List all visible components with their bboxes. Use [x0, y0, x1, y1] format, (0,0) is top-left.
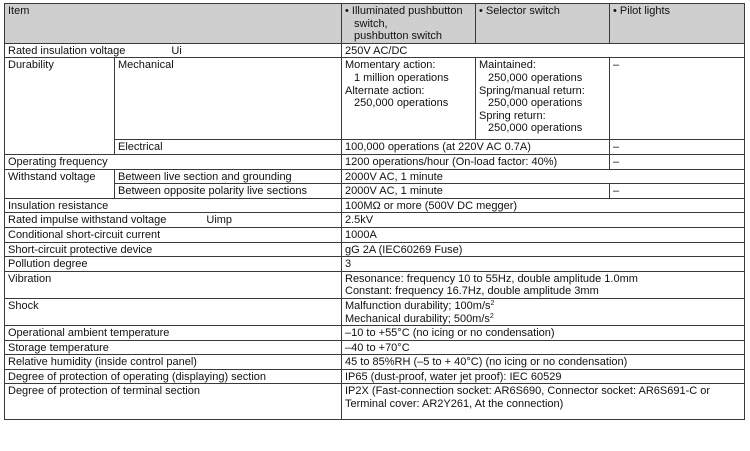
mech-pb-line-1: Momentary action: — [345, 59, 436, 72]
shock-exp-1: 2 — [490, 299, 495, 307]
value-impulse-voltage: 2.5kV — [342, 213, 745, 228]
header-item: Item — [5, 4, 342, 44]
row-withstand-grounding — [5, 169, 745, 184]
mech-sel-line-2: 250,000 operations — [488, 71, 583, 84]
protection-terminal-line-2: Terminal cover: AR2Y261, At the connection) — [345, 398, 564, 411]
row-durability-electrical — [5, 140, 745, 155]
value-vibration — [342, 271, 745, 298]
shock-line-1 — [345, 300, 741, 313]
label-short-circuit-device: Short-circuit protective device — [5, 242, 342, 257]
value-operating-frequency-pilot: – — [610, 154, 745, 169]
label-withstand-polarity: Between opposite polarity live sections — [115, 184, 342, 199]
row-storage-temperature — [5, 340, 745, 355]
label-relative-humidity: Relative humidity (inside control panel) — [5, 355, 342, 370]
value-protection-operating: IP65 (dust-proof, water jet proof): IEC 60529 — [342, 369, 745, 384]
shock-mechanical: Mechanical durability; 500m/s — [345, 312, 490, 325]
symbol-ui: Ui — [171, 44, 182, 57]
spec-table-wrapper — [4, 3, 745, 420]
label-insulation-voltage — [5, 43, 342, 58]
row-withstand-polarity — [5, 184, 745, 199]
row-short-circuit-device — [5, 242, 745, 257]
protection-terminal-line-1: IP2X (Fast-connection socket: AR6S690, Connector socket: AR6S691-C or — [345, 385, 711, 398]
mech-pb-line-2: 1 million operations — [354, 71, 449, 84]
value-mechanical-pilot: – — [610, 58, 745, 140]
label-text: Rated impulse withstand voltage — [8, 214, 167, 227]
mech-sel-line-3: Spring/manual return: — [479, 84, 585, 97]
value-mechanical-selector — [476, 58, 610, 140]
label-shock: Shock — [5, 298, 342, 325]
label-impulse-voltage — [5, 213, 342, 228]
shock-line-2 — [345, 313, 741, 326]
row-durability-mechanical — [5, 58, 745, 140]
label-pollution-degree: Pollution degree — [5, 257, 342, 272]
row-protection-operating — [5, 369, 745, 384]
value-electrical-pilot: – — [610, 140, 745, 155]
shock-malfunction: Malfunction durability; 100m/s — [345, 299, 491, 312]
label-withstand-grounding: Between live section and grounding — [115, 169, 342, 184]
value-mechanical-pushbutton — [342, 58, 476, 140]
row-vibration — [5, 271, 745, 298]
header-pilot-lights: • Pilot lights — [610, 4, 745, 44]
row-insulation-resistance — [5, 198, 745, 213]
vibration-line-1: Resonance: frequency 10 to 55Hz, double amplitude 1.0mm — [345, 272, 638, 285]
header-illuminated-line-1: • Illuminated pushbutton — [345, 5, 463, 17]
label-ambient-temperature: Operational ambient temperature — [5, 326, 342, 341]
label-short-circuit-current: Conditional short-circuit current — [5, 227, 342, 242]
header-illuminated-pushbutton — [342, 4, 476, 44]
mech-pb-line-4: 250,000 operations — [354, 97, 449, 110]
row-ambient-temperature — [5, 326, 745, 341]
label-mechanical: Mechanical — [115, 58, 342, 140]
label-operating-frequency: Operating frequency — [5, 154, 342, 169]
mech-sel-line-1: Maintained: — [479, 59, 536, 72]
header-row — [5, 4, 745, 44]
label-text: Rated insulation voltage — [8, 44, 126, 57]
row-relative-humidity — [5, 355, 745, 370]
row-short-circuit-current — [5, 227, 745, 242]
mech-sel-line-4: 250,000 operations — [488, 97, 583, 110]
value-withstand-grounding: 2000V AC, 1 minute — [342, 169, 745, 184]
label-withstand-voltage: Withstand voltage — [5, 169, 115, 198]
value-operating-frequency: 1200 operations/hour (On-load factor: 40%) — [342, 154, 610, 169]
header-selector-switch: • Selector switch — [476, 4, 610, 44]
value-insulation-resistance: 100MΩ or more (500V DC megger) — [342, 198, 745, 213]
mech-sel-line-5: Spring return: — [479, 109, 546, 122]
symbol-uimp: Uimp — [206, 214, 233, 227]
label-vibration: Vibration — [5, 271, 342, 298]
shock-exp-2: 2 — [489, 312, 494, 320]
mech-pb-line-3: Alternate action: — [345, 84, 425, 97]
mech-sel-line-6: 250,000 operations — [488, 122, 583, 135]
value-protection-terminal — [342, 384, 745, 420]
value-withstand-polarity-pilot: – — [610, 184, 745, 199]
row-operating-frequency — [5, 154, 745, 169]
value-insulation-voltage: 250V AC/DC — [342, 43, 745, 58]
row-shock — [5, 298, 745, 325]
value-pollution-degree: 3 — [342, 257, 745, 272]
value-electrical: 100,000 operations (at 220V AC 0.7A) — [342, 140, 610, 155]
label-insulation-resistance: Insulation resistance — [5, 198, 342, 213]
header-illuminated-line-3: pushbutton switch — [354, 30, 443, 43]
label-electrical: Electrical — [115, 140, 342, 155]
header-illuminated-line-2: switch, — [354, 17, 388, 30]
vibration-line-2: Constant: frequency 16.7Hz, double amplitude 3mm — [345, 285, 599, 298]
label-protection-operating: Degree of protection of operating (displaying) section — [5, 369, 342, 384]
value-shock — [342, 298, 745, 325]
value-withstand-polarity: 2000V AC, 1 minute — [342, 184, 610, 199]
value-storage-temperature: –40 to +70°C — [342, 340, 745, 355]
specifications-table — [4, 3, 745, 420]
row-pollution-degree — [5, 257, 745, 272]
label-storage-temperature: Storage temperature — [5, 340, 342, 355]
value-short-circuit-device: gG 2A (IEC60269 Fuse) — [342, 242, 745, 257]
value-short-circuit-current: 1000A — [342, 227, 745, 242]
label-durability: Durability — [5, 58, 115, 155]
value-ambient-temperature: –10 to +55°C (no icing or no condensation) — [342, 326, 745, 341]
row-impulse-voltage — [5, 213, 745, 228]
label-protection-terminal: Degree of protection of terminal section — [5, 384, 342, 420]
row-protection-terminal — [5, 384, 745, 420]
value-relative-humidity: 45 to 85%RH (–5 to + 40°C) (no icing or no condensation) — [342, 355, 745, 370]
row-insulation-voltage — [5, 43, 745, 58]
